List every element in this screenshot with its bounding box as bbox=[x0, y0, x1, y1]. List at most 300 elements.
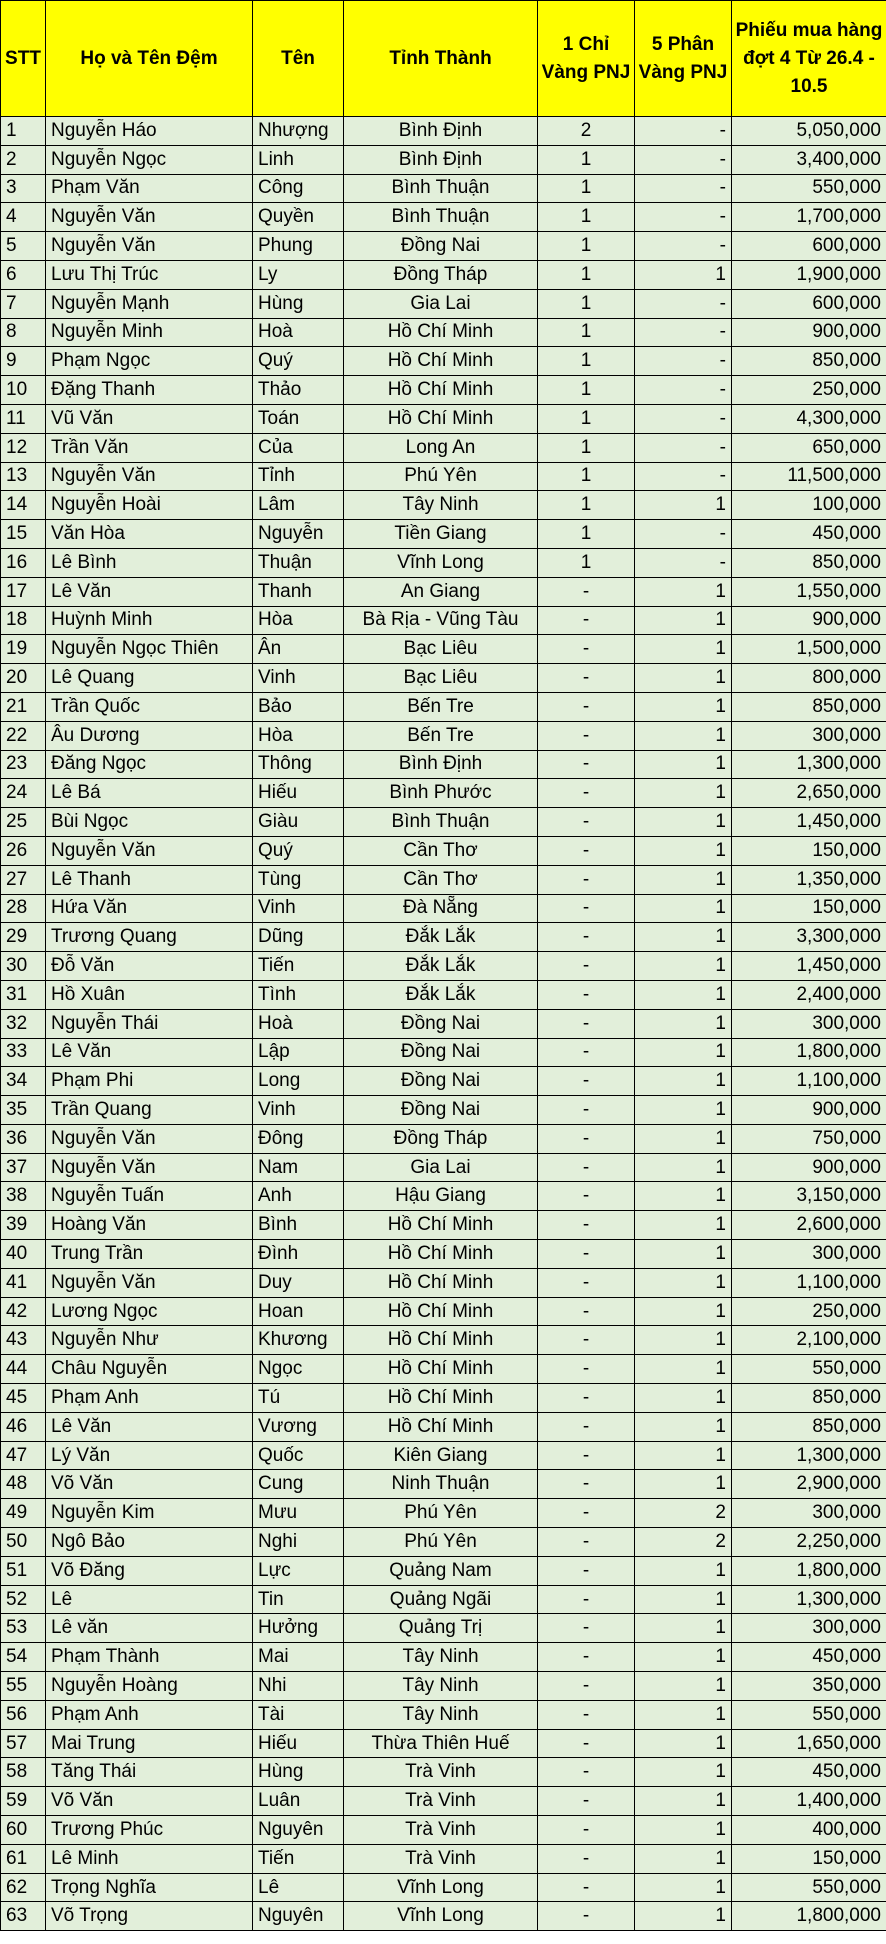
cell-1-chi-vang: - bbox=[538, 1470, 635, 1499]
cell-stt: 5 bbox=[1, 232, 46, 261]
cell-ho-ten-dem: Hoàng Văn bbox=[46, 1211, 253, 1240]
cell-1-chi-vang: - bbox=[538, 1787, 635, 1816]
cell-ho-ten-dem: Nguyễn Văn bbox=[46, 232, 253, 261]
cell-5-phan-vang: 2 bbox=[635, 1528, 732, 1557]
cell-1-chi-vang: - bbox=[538, 1528, 635, 1557]
cell-tinh-thanh: Đồng Nai bbox=[344, 1009, 538, 1038]
cell-tinh-thanh: Bình Định bbox=[344, 117, 538, 146]
cell-ho-ten-dem: Lê Văn bbox=[46, 1038, 253, 1067]
cell-1-chi-vang: - bbox=[538, 1297, 635, 1326]
cell-stt: 19 bbox=[1, 635, 46, 664]
cell-phieu-mua-hang: 550,000 bbox=[732, 1355, 886, 1384]
table-row bbox=[1, 1528, 886, 1557]
cell-phieu-mua-hang: 1,550,000 bbox=[732, 577, 886, 606]
cell-stt: 36 bbox=[1, 1124, 46, 1153]
table-row bbox=[1, 232, 886, 261]
cell-5-phan-vang: 1 bbox=[635, 721, 732, 750]
cell-5-phan-vang: - bbox=[635, 404, 732, 433]
cell-5-phan-vang: 1 bbox=[635, 980, 732, 1009]
cell-tinh-thanh: Tây Ninh bbox=[344, 491, 538, 520]
cell-tinh-thanh: Phú Yên bbox=[344, 462, 538, 491]
cell-tinh-thanh: Quảng Nam bbox=[344, 1556, 538, 1585]
cell-ho-ten-dem: Nguyễn Văn bbox=[46, 203, 253, 232]
cell-ten: Bình bbox=[253, 1211, 344, 1240]
cell-1-chi-vang: 1 bbox=[538, 491, 635, 520]
cell-tinh-thanh: Hồ Chí Minh bbox=[344, 1355, 538, 1384]
cell-ho-ten-dem: Lê bbox=[46, 1585, 253, 1614]
cell-stt: 10 bbox=[1, 376, 46, 405]
table-row bbox=[1, 174, 886, 203]
cell-ten: Bảo bbox=[253, 692, 344, 721]
cell-stt: 49 bbox=[1, 1499, 46, 1528]
table-row bbox=[1, 865, 886, 894]
cell-phieu-mua-hang: 600,000 bbox=[732, 232, 886, 261]
table-row bbox=[1, 1096, 886, 1125]
table-row bbox=[1, 1355, 886, 1384]
cell-tinh-thanh: Đắk Lắk bbox=[344, 952, 538, 981]
cell-phieu-mua-hang: 3,150,000 bbox=[732, 1182, 886, 1211]
cell-phieu-mua-hang: 850,000 bbox=[732, 692, 886, 721]
table-row bbox=[1, 1211, 886, 1240]
cell-stt: 13 bbox=[1, 462, 46, 491]
cell-phieu-mua-hang: 150,000 bbox=[732, 1844, 886, 1873]
cell-stt: 54 bbox=[1, 1643, 46, 1672]
cell-ten: Nguyên bbox=[253, 1902, 344, 1931]
cell-phieu-mua-hang: 1,300,000 bbox=[732, 1585, 886, 1614]
cell-ho-ten-dem: Hứa Văn bbox=[46, 894, 253, 923]
cell-1-chi-vang: 1 bbox=[538, 462, 635, 491]
header-tinh-thanh: Tỉnh Thành bbox=[344, 1, 538, 117]
cell-ho-ten-dem: Võ Đăng bbox=[46, 1556, 253, 1585]
table-row bbox=[1, 1268, 886, 1297]
cell-phieu-mua-hang: 2,900,000 bbox=[732, 1470, 886, 1499]
cell-tinh-thanh: Gia Lai bbox=[344, 289, 538, 318]
cell-ten: Nghi bbox=[253, 1528, 344, 1557]
cell-ho-ten-dem: Nguyễn Tuấn bbox=[46, 1182, 253, 1211]
cell-stt: 46 bbox=[1, 1412, 46, 1441]
cell-phieu-mua-hang: 2,650,000 bbox=[732, 779, 886, 808]
table-row bbox=[1, 1124, 886, 1153]
cell-tinh-thanh: Hồ Chí Minh bbox=[344, 376, 538, 405]
cell-5-phan-vang: 1 bbox=[635, 1672, 732, 1701]
cell-ten: Anh bbox=[253, 1182, 344, 1211]
table-row bbox=[1, 289, 886, 318]
cell-tinh-thanh: Hậu Giang bbox=[344, 1182, 538, 1211]
cell-ten: Nhi bbox=[253, 1672, 344, 1701]
table-row bbox=[1, 894, 886, 923]
cell-phieu-mua-hang: 400,000 bbox=[732, 1816, 886, 1845]
cell-5-phan-vang: 1 bbox=[635, 1096, 732, 1125]
cell-5-phan-vang: - bbox=[635, 347, 732, 376]
cell-ho-ten-dem: Nguyễn Ngọc bbox=[46, 145, 253, 174]
table-row bbox=[1, 1153, 886, 1182]
cell-ho-ten-dem: Nguyễn Kim bbox=[46, 1499, 253, 1528]
cell-ho-ten-dem: Phạm Anh bbox=[46, 1384, 253, 1413]
cell-5-phan-vang: 1 bbox=[635, 1470, 732, 1499]
cell-5-phan-vang: - bbox=[635, 433, 732, 462]
cell-stt: 11 bbox=[1, 404, 46, 433]
cell-ho-ten-dem: Lưu Thị Trúc bbox=[46, 260, 253, 289]
cell-ho-ten-dem: Mai Trung bbox=[46, 1729, 253, 1758]
cell-ho-ten-dem: Đặng Thanh bbox=[46, 376, 253, 405]
cell-ten: Nguyễn bbox=[253, 520, 344, 549]
header-5-phan-vang: 5 Phân Vàng PNJ bbox=[635, 1, 732, 117]
cell-tinh-thanh: Hồ Chí Minh bbox=[344, 1326, 538, 1355]
cell-1-chi-vang: - bbox=[538, 1758, 635, 1787]
cell-ten: Lập bbox=[253, 1038, 344, 1067]
cell-stt: 55 bbox=[1, 1672, 46, 1701]
cell-tinh-thanh: Ninh Thuận bbox=[344, 1470, 538, 1499]
cell-phieu-mua-hang: 600,000 bbox=[732, 289, 886, 318]
cell-1-chi-vang: - bbox=[538, 750, 635, 779]
cell-ten: Hòa bbox=[253, 721, 344, 750]
table-row bbox=[1, 1240, 886, 1269]
cell-5-phan-vang: - bbox=[635, 117, 732, 146]
cell-phieu-mua-hang: 1,700,000 bbox=[732, 203, 886, 232]
cell-phieu-mua-hang: 2,600,000 bbox=[732, 1211, 886, 1240]
cell-1-chi-vang: - bbox=[538, 1499, 635, 1528]
cell-stt: 31 bbox=[1, 980, 46, 1009]
cell-5-phan-vang: - bbox=[635, 462, 732, 491]
table-row bbox=[1, 1729, 886, 1758]
table-row bbox=[1, 692, 886, 721]
cell-stt: 20 bbox=[1, 664, 46, 693]
table-row bbox=[1, 577, 886, 606]
cell-ten: Dũng bbox=[253, 923, 344, 952]
cell-1-chi-vang: - bbox=[538, 808, 635, 837]
cell-stt: 22 bbox=[1, 721, 46, 750]
cell-phieu-mua-hang: 900,000 bbox=[732, 1153, 886, 1182]
cell-5-phan-vang: 1 bbox=[635, 1758, 732, 1787]
cell-stt: 38 bbox=[1, 1182, 46, 1211]
cell-ho-ten-dem: Trần Quốc bbox=[46, 692, 253, 721]
cell-stt: 43 bbox=[1, 1326, 46, 1355]
cell-ten: Ngọc bbox=[253, 1355, 344, 1384]
cell-tinh-thanh: Đà Nẵng bbox=[344, 894, 538, 923]
cell-phieu-mua-hang: 900,000 bbox=[732, 606, 886, 635]
cell-5-phan-vang: 1 bbox=[635, 1326, 732, 1355]
cell-phieu-mua-hang: 300,000 bbox=[732, 1240, 886, 1269]
cell-1-chi-vang: - bbox=[538, 923, 635, 952]
cell-ten: Tỉnh bbox=[253, 462, 344, 491]
cell-ho-ten-dem: Lý Văn bbox=[46, 1441, 253, 1470]
cell-stt: 60 bbox=[1, 1816, 46, 1845]
cell-phieu-mua-hang: 100,000 bbox=[732, 491, 886, 520]
table-body bbox=[1, 117, 886, 1931]
cell-5-phan-vang: 1 bbox=[635, 1585, 732, 1614]
cell-ho-ten-dem: Hồ Xuân bbox=[46, 980, 253, 1009]
table-row bbox=[1, 1844, 886, 1873]
cell-stt: 42 bbox=[1, 1297, 46, 1326]
cell-tinh-thanh: Hồ Chí Minh bbox=[344, 1412, 538, 1441]
cell-1-chi-vang: - bbox=[538, 721, 635, 750]
cell-ho-ten-dem: Võ Trọng bbox=[46, 1902, 253, 1931]
cell-stt: 32 bbox=[1, 1009, 46, 1038]
cell-phieu-mua-hang: 250,000 bbox=[732, 1297, 886, 1326]
cell-stt: 39 bbox=[1, 1211, 46, 1240]
cell-stt: 59 bbox=[1, 1787, 46, 1816]
cell-tinh-thanh: Cần Thơ bbox=[344, 865, 538, 894]
cell-ho-ten-dem: Phạm Phi bbox=[46, 1067, 253, 1096]
table-row bbox=[1, 1787, 886, 1816]
cell-ho-ten-dem: Nguyễn Văn bbox=[46, 1124, 253, 1153]
cell-ten: Lâm bbox=[253, 491, 344, 520]
cell-5-phan-vang: 1 bbox=[635, 1182, 732, 1211]
cell-ho-ten-dem: Ngô Bảo bbox=[46, 1528, 253, 1557]
cell-ten: Hưởng bbox=[253, 1614, 344, 1643]
cell-ten: Hùng bbox=[253, 289, 344, 318]
cell-1-chi-vang: - bbox=[538, 577, 635, 606]
cell-ten: Quý bbox=[253, 836, 344, 865]
cell-1-chi-vang: 2 bbox=[538, 117, 635, 146]
cell-stt: 61 bbox=[1, 1844, 46, 1873]
cell-ten: Nguyên bbox=[253, 1816, 344, 1845]
cell-5-phan-vang: 1 bbox=[635, 1614, 732, 1643]
cell-stt: 14 bbox=[1, 491, 46, 520]
cell-1-chi-vang: 1 bbox=[538, 376, 635, 405]
cell-1-chi-vang: 1 bbox=[538, 404, 635, 433]
cell-phieu-mua-hang: 4,300,000 bbox=[732, 404, 886, 433]
cell-ho-ten-dem: Phạm Anh bbox=[46, 1700, 253, 1729]
cell-tinh-thanh: Hồ Chí Minh bbox=[344, 318, 538, 347]
cell-5-phan-vang: 1 bbox=[635, 1441, 732, 1470]
cell-5-phan-vang: 1 bbox=[635, 750, 732, 779]
cell-phieu-mua-hang: 850,000 bbox=[732, 1412, 886, 1441]
cell-phieu-mua-hang: 550,000 bbox=[732, 1873, 886, 1902]
cell-5-phan-vang: - bbox=[635, 174, 732, 203]
table-row bbox=[1, 1614, 886, 1643]
cell-1-chi-vang: - bbox=[538, 1326, 635, 1355]
cell-tinh-thanh: Đồng Nai bbox=[344, 1067, 538, 1096]
table-row bbox=[1, 1441, 886, 1470]
cell-stt: 23 bbox=[1, 750, 46, 779]
table-row bbox=[1, 376, 886, 405]
cell-tinh-thanh: Bình Thuận bbox=[344, 174, 538, 203]
table-row bbox=[1, 635, 886, 664]
table-row bbox=[1, 980, 886, 1009]
cell-5-phan-vang: 1 bbox=[635, 692, 732, 721]
cell-ten: Toán bbox=[253, 404, 344, 433]
cell-ho-ten-dem: Nguyễn Văn bbox=[46, 836, 253, 865]
cell-tinh-thanh: Quảng Trị bbox=[344, 1614, 538, 1643]
cell-phieu-mua-hang: 450,000 bbox=[732, 520, 886, 549]
cell-phieu-mua-hang: 1,900,000 bbox=[732, 260, 886, 289]
cell-phieu-mua-hang: 1,650,000 bbox=[732, 1729, 886, 1758]
cell-5-phan-vang: 1 bbox=[635, 836, 732, 865]
cell-phieu-mua-hang: 1,800,000 bbox=[732, 1556, 886, 1585]
cell-ho-ten-dem: Phạm Ngọc bbox=[46, 347, 253, 376]
cell-5-phan-vang: 1 bbox=[635, 894, 732, 923]
cell-ho-ten-dem: Đăng Ngọc bbox=[46, 750, 253, 779]
cell-ho-ten-dem: Võ Văn bbox=[46, 1470, 253, 1499]
table-row bbox=[1, 1816, 886, 1845]
cell-phieu-mua-hang: 450,000 bbox=[732, 1758, 886, 1787]
cell-1-chi-vang: - bbox=[538, 1240, 635, 1269]
cell-stt: 41 bbox=[1, 1268, 46, 1297]
cell-1-chi-vang: - bbox=[538, 692, 635, 721]
cell-1-chi-vang: - bbox=[538, 1124, 635, 1153]
cell-1-chi-vang: - bbox=[538, 1729, 635, 1758]
cell-ten: Hoà bbox=[253, 318, 344, 347]
cell-stt: 58 bbox=[1, 1758, 46, 1787]
cell-ho-ten-dem: Nguyễn Mạnh bbox=[46, 289, 253, 318]
header-phieu-mua-hang: Phiếu mua hàng đợt 4 Từ 26.4 - 10.5 bbox=[732, 1, 886, 117]
cell-5-phan-vang: - bbox=[635, 376, 732, 405]
cell-ten: Thanh bbox=[253, 577, 344, 606]
cell-ten: Tú bbox=[253, 1384, 344, 1413]
cell-1-chi-vang: - bbox=[538, 1902, 635, 1931]
cell-1-chi-vang: - bbox=[538, 865, 635, 894]
cell-ho-ten-dem: Lê Bình bbox=[46, 548, 253, 577]
cell-ten: Long bbox=[253, 1067, 344, 1096]
table-row bbox=[1, 260, 886, 289]
cell-tinh-thanh: Hồ Chí Minh bbox=[344, 1384, 538, 1413]
table-row bbox=[1, 1643, 886, 1672]
cell-1-chi-vang: - bbox=[538, 952, 635, 981]
table-row bbox=[1, 1700, 886, 1729]
cell-ho-ten-dem: Nguyễn Ngọc Thiên bbox=[46, 635, 253, 664]
table-row bbox=[1, 462, 886, 491]
cell-1-chi-vang: 1 bbox=[538, 260, 635, 289]
cell-1-chi-vang: - bbox=[538, 1816, 635, 1845]
cell-1-chi-vang: - bbox=[538, 1441, 635, 1470]
cell-tinh-thanh: Bến Tre bbox=[344, 692, 538, 721]
cell-1-chi-vang: - bbox=[538, 1672, 635, 1701]
cell-ho-ten-dem: Võ Văn bbox=[46, 1787, 253, 1816]
cell-1-chi-vang: - bbox=[538, 1067, 635, 1096]
cell-phieu-mua-hang: 350,000 bbox=[732, 1672, 886, 1701]
cell-5-phan-vang: 1 bbox=[635, 1729, 732, 1758]
cell-5-phan-vang: 1 bbox=[635, 1355, 732, 1384]
table-row bbox=[1, 836, 886, 865]
header-1-chi-vang: 1 Chỉ Vàng PNJ bbox=[538, 1, 635, 117]
cell-1-chi-vang: - bbox=[538, 1211, 635, 1240]
cell-ten: Hòa bbox=[253, 606, 344, 635]
cell-ho-ten-dem: Nguyễn Văn bbox=[46, 462, 253, 491]
table-row bbox=[1, 1902, 886, 1931]
cell-ho-ten-dem: Trần Văn bbox=[46, 433, 253, 462]
cell-ten: Thông bbox=[253, 750, 344, 779]
table-row bbox=[1, 1672, 886, 1701]
cell-phieu-mua-hang: 3,300,000 bbox=[732, 923, 886, 952]
cell-1-chi-vang: - bbox=[538, 894, 635, 923]
cell-5-phan-vang: 1 bbox=[635, 779, 732, 808]
cell-tinh-thanh: Đắk Lắk bbox=[344, 980, 538, 1009]
cell-tinh-thanh: Bình Định bbox=[344, 750, 538, 779]
cell-1-chi-vang: 1 bbox=[538, 520, 635, 549]
cell-ho-ten-dem: Lê Minh bbox=[46, 1844, 253, 1873]
cell-stt: 9 bbox=[1, 347, 46, 376]
cell-tinh-thanh: Hồ Chí Minh bbox=[344, 347, 538, 376]
cell-ho-ten-dem: Nguyễn Thái bbox=[46, 1009, 253, 1038]
header-ho-ten-dem: Họ và Tên Đệm bbox=[46, 1, 253, 117]
table-row bbox=[1, 145, 886, 174]
cell-stt: 50 bbox=[1, 1528, 46, 1557]
cell-ten: Lực bbox=[253, 1556, 344, 1585]
cell-phieu-mua-hang: 150,000 bbox=[732, 894, 886, 923]
cell-5-phan-vang: 1 bbox=[635, 808, 732, 837]
cell-phieu-mua-hang: 300,000 bbox=[732, 1499, 886, 1528]
cell-1-chi-vang: - bbox=[538, 635, 635, 664]
cell-5-phan-vang: 1 bbox=[635, 635, 732, 664]
cell-1-chi-vang: - bbox=[538, 1412, 635, 1441]
cell-phieu-mua-hang: 550,000 bbox=[732, 174, 886, 203]
cell-ho-ten-dem: Nguyễn Hoài bbox=[46, 491, 253, 520]
cell-ho-ten-dem: Vũ Văn bbox=[46, 404, 253, 433]
table-row bbox=[1, 404, 886, 433]
cell-1-chi-vang: - bbox=[538, 1384, 635, 1413]
cell-ten: Thuận bbox=[253, 548, 344, 577]
table-row bbox=[1, 779, 886, 808]
cell-1-chi-vang: - bbox=[538, 1614, 635, 1643]
cell-ten: Lê bbox=[253, 1873, 344, 1902]
cell-1-chi-vang: - bbox=[538, 779, 635, 808]
cell-stt: 51 bbox=[1, 1556, 46, 1585]
cell-ten: Ân bbox=[253, 635, 344, 664]
cell-ten: Vinh bbox=[253, 894, 344, 923]
cell-tinh-thanh: Quảng Ngãi bbox=[344, 1585, 538, 1614]
cell-stt: 15 bbox=[1, 520, 46, 549]
cell-1-chi-vang: - bbox=[538, 606, 635, 635]
table-row bbox=[1, 606, 886, 635]
cell-1-chi-vang: - bbox=[538, 1844, 635, 1873]
cell-phieu-mua-hang: 650,000 bbox=[732, 433, 886, 462]
cell-5-phan-vang: 1 bbox=[635, 1240, 732, 1269]
cell-stt: 44 bbox=[1, 1355, 46, 1384]
cell-tinh-thanh: Bà Rịa - Vũng Tàu bbox=[344, 606, 538, 635]
cell-tinh-thanh: Thừa Thiên Huế bbox=[344, 1729, 538, 1758]
cell-stt: 35 bbox=[1, 1096, 46, 1125]
cell-tinh-thanh: Vĩnh Long bbox=[344, 1902, 538, 1931]
cell-5-phan-vang: 1 bbox=[635, 1124, 732, 1153]
cell-phieu-mua-hang: 800,000 bbox=[732, 664, 886, 693]
cell-ten: Khương bbox=[253, 1326, 344, 1355]
cell-5-phan-vang: 1 bbox=[635, 1816, 732, 1845]
header-stt: STT bbox=[1, 1, 46, 117]
cell-ten: Tùng bbox=[253, 865, 344, 894]
cell-phieu-mua-hang: 2,400,000 bbox=[732, 980, 886, 1009]
cell-ten: Tài bbox=[253, 1700, 344, 1729]
cell-ten: Hùng bbox=[253, 1758, 344, 1787]
cell-5-phan-vang: 1 bbox=[635, 865, 732, 894]
cell-5-phan-vang: - bbox=[635, 203, 732, 232]
cell-phieu-mua-hang: 300,000 bbox=[732, 1009, 886, 1038]
cell-ten: Của bbox=[253, 433, 344, 462]
cell-tinh-thanh: Đồng Nai bbox=[344, 1038, 538, 1067]
cell-ho-ten-dem: Nguyễn Như bbox=[46, 1326, 253, 1355]
cell-ho-ten-dem: Nguyễn Hoàng bbox=[46, 1672, 253, 1701]
cell-tinh-thanh: Bến Tre bbox=[344, 721, 538, 750]
cell-stt: 25 bbox=[1, 808, 46, 837]
cell-1-chi-vang: - bbox=[538, 980, 635, 1009]
cell-tinh-thanh: Hồ Chí Minh bbox=[344, 1297, 538, 1326]
cell-ho-ten-dem: Lê Thanh bbox=[46, 865, 253, 894]
cell-ho-ten-dem: Nguyễn Văn bbox=[46, 1153, 253, 1182]
cell-ten: Vương bbox=[253, 1412, 344, 1441]
cell-ho-ten-dem: Tăng Thái bbox=[46, 1758, 253, 1787]
cell-5-phan-vang: 1 bbox=[635, 923, 732, 952]
table-row bbox=[1, 491, 886, 520]
cell-phieu-mua-hang: 150,000 bbox=[732, 836, 886, 865]
cell-1-chi-vang: - bbox=[538, 1038, 635, 1067]
cell-5-phan-vang: - bbox=[635, 145, 732, 174]
table-row bbox=[1, 347, 886, 376]
cell-1-chi-vang: 1 bbox=[538, 347, 635, 376]
cell-ten: Đông bbox=[253, 1124, 344, 1153]
cell-stt: 48 bbox=[1, 1470, 46, 1499]
cell-stt: 27 bbox=[1, 865, 46, 894]
cell-phieu-mua-hang: 250,000 bbox=[732, 376, 886, 405]
